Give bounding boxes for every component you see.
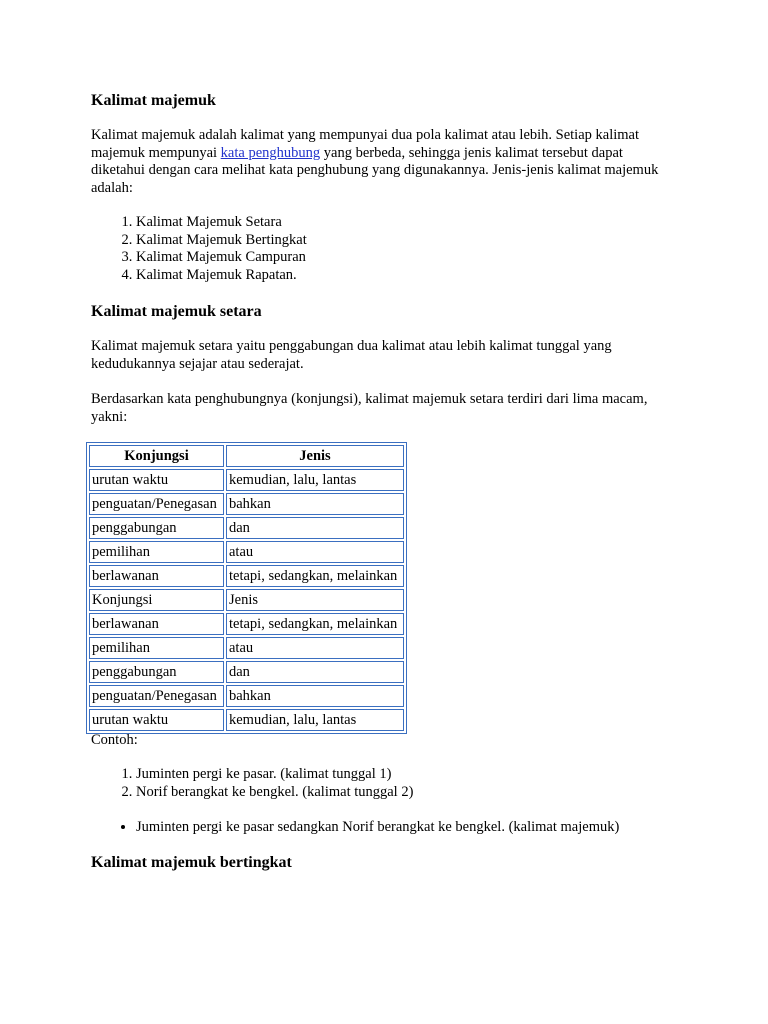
table-row: [89, 661, 404, 683]
intro-paragraph: [91, 127, 671, 197]
list-item: • Juminten pergi ke pasar sedangkan Norif berangkat ke bengkel. (kalimat majemuk): [136, 819, 726, 837]
table-cell: bahkan: [226, 685, 404, 707]
table-cell: dan: [226, 517, 404, 539]
table-cell: berlawanan: [89, 565, 224, 587]
table-cell: berlawanan: [89, 613, 224, 635]
table-row: [89, 685, 404, 707]
table-cell: tetapi, sedangkan, melainkan: [226, 565, 404, 587]
setara-types-intro: Berdasarkan kata penghubungnya (konjungsi), kalimat majemuk setara terdiri dari lima macam, yakni:: [91, 391, 648, 425]
table-cell: urutan waktu: [89, 709, 224, 731]
table-cell: penggabungan: [89, 517, 224, 539]
list-item: 2. Norif berangkat ke bengkel. (kalimat tunggal 2): [136, 784, 696, 802]
table-row: [89, 541, 404, 563]
header-jenis: Jenis: [226, 445, 404, 467]
table-row: [89, 565, 404, 587]
table-cell: urutan waktu: [89, 469, 224, 491]
intro-text-after: yang berbeda, sehingga jenis kalimat tersebut dapat diketahui dengan cara melihat kata penghubung yang digunakannya. Jenis-jenis kalimat majemuk adalah:: [91, 144, 659, 196]
table-row: [89, 709, 404, 731]
list-item: 4. Kalimat Majemuk Rapatan.: [136, 267, 696, 285]
table-header-row: [89, 445, 404, 467]
table-cell: kemudian, lalu, lantas: [226, 709, 404, 731]
section-title-majemuk-setara: Kalimat majemuk setara: [91, 303, 262, 320]
table-cell: penguatan/Penegasan: [89, 685, 224, 707]
table-cell: tetapi, sedangkan, melainkan: [226, 613, 404, 635]
table-cell: pemilihan: [89, 541, 224, 563]
table-row: [89, 637, 404, 659]
section-title-kalimat-majemuk: Kalimat majemuk: [91, 92, 216, 109]
list-item: 2. Kalimat Majemuk Bertingkat: [136, 232, 696, 250]
table-row: [89, 517, 404, 539]
examples-list: [91, 766, 696, 801]
list-item: 1. Juminten pergi ke pasar. (kalimat tunggal 1): [136, 766, 696, 784]
table-row: [89, 493, 404, 515]
table-row: [89, 469, 404, 491]
setara-definition: Kalimat majemuk setara yaitu penggabungan dua kalimat atau lebih kalimat tunggal yang kedudukannya sejajar atau sederajat.: [91, 338, 612, 372]
table-cell: atau: [226, 637, 404, 659]
table-row: [89, 589, 404, 611]
example-label: Contoh:: [91, 732, 138, 748]
combined-example-list: [91, 819, 726, 837]
table-cell: atau: [226, 541, 404, 563]
list-item: 1. Kalimat Majemuk Setara: [136, 214, 696, 232]
table-cell: penguatan/Penegasan: [89, 493, 224, 515]
konjungsi-table: [86, 442, 407, 734]
list-item: 3. Kalimat Majemuk Campuran: [136, 249, 696, 267]
section-title-majemuk-bertingkat: Kalimat majemuk bertingkat: [91, 854, 292, 871]
header-konjungsi: Konjungsi: [89, 445, 224, 467]
kata-penghubung-link[interactable]: kata penghubung: [220, 144, 321, 161]
table-cell: dan: [226, 661, 404, 683]
kalimat-types-list: [91, 214, 696, 284]
intro-text-before: Kalimat majemuk adalah kalimat yang mempunyai dua pola kalimat atau lebih. Setiap kalimat majemuk mempunyai: [91, 127, 640, 161]
table-cell: penggabungan: [89, 661, 224, 683]
table-cell: bahkan: [226, 493, 404, 515]
table-cell: Konjungsi: [89, 589, 224, 611]
table-cell: Jenis: [226, 589, 404, 611]
table-row: [89, 613, 404, 635]
table-cell: pemilihan: [89, 637, 224, 659]
table-cell: kemudian, lalu, lantas: [226, 469, 404, 491]
